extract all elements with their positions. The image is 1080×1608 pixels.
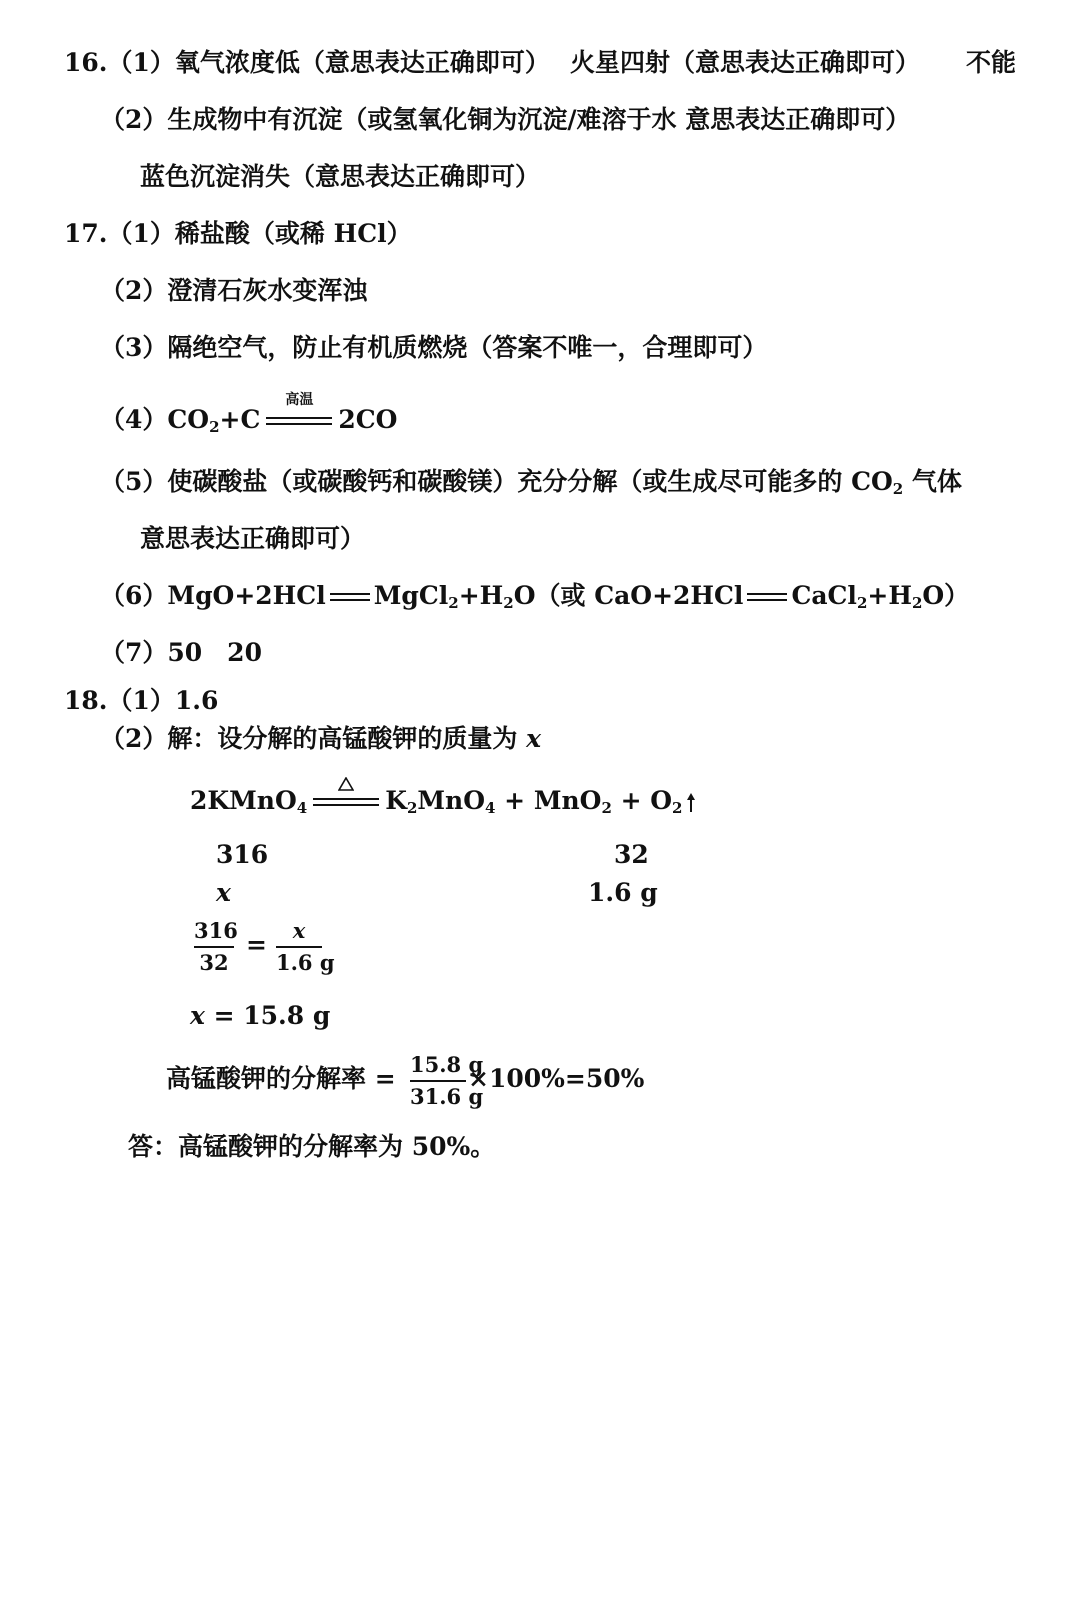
q16-part1-answer-a: 氧气浓度低（意思表达正确即可） [174, 48, 550, 77]
fraction-numerator: 15.8 g [410, 1052, 484, 1077]
formula-kmno4: 2KMnO [190, 786, 297, 815]
q17-part2: （2）澄清石灰水变浑浊 [100, 276, 368, 305]
subscript: 4 [296, 799, 308, 817]
q18-part2-intro [100, 722, 541, 756]
triangle-heat-icon [338, 777, 354, 791]
result-x-equals [190, 999, 330, 1033]
fraction-denominator: 1.6 g [276, 950, 335, 975]
subscript: 2 [911, 594, 923, 612]
q18-number: 18. [64, 686, 108, 715]
subscript: 2 [672, 799, 683, 817]
subscript: 2 [209, 418, 220, 436]
gas-arrow-up-icon [686, 793, 696, 813]
equals-sign-double [330, 591, 370, 605]
q17-part6-equation [100, 579, 969, 613]
q16-part1-answer-c: 不能 [966, 48, 1017, 77]
q16-number: 16. [64, 48, 108, 77]
q17-part5-line1 [100, 465, 962, 499]
formula-mno2: MnO [533, 786, 602, 815]
formula-k: K [385, 786, 407, 815]
fraction-15-8g-over-31-6g [410, 1052, 484, 1110]
q16-part2-tag: （2） [100, 105, 168, 134]
variable-x: x [526, 724, 542, 753]
q16-line2 [100, 103, 910, 137]
formula-mgcl: MgCl [373, 581, 449, 610]
q16-part2-answer-b: 蓝色沉淀消失（意思表达正确即可） [140, 162, 541, 191]
q17-number: 17. [64, 219, 108, 248]
condition-label: 高温 [285, 391, 314, 408]
q17-part3: （3）隔绝空气，防止有机质燃烧（答案不唯一，合理即可） [100, 333, 768, 362]
formula-reactants: MgO+2HCl [167, 581, 326, 610]
plus-sign: + [495, 786, 534, 815]
molar-mass-32: 32 [614, 840, 649, 869]
formula-plus-h: +H [867, 581, 912, 610]
q18-part1: （1）1.6 [107, 686, 219, 715]
subscript: 4 [485, 799, 496, 817]
q17-part6-tag: （6） [100, 581, 168, 610]
formula-tail: O） [922, 581, 970, 610]
equals-sign-double [747, 591, 787, 605]
subscript: 2 [892, 480, 904, 498]
q16-part1-answer-b: 火星四射（意思表达正确即可） [570, 48, 921, 77]
q17-part5-text-tail: 气体 [903, 467, 962, 496]
subscript: 2 [856, 594, 868, 612]
formula-mno: MnO [417, 786, 486, 815]
q17-part4-equation [100, 391, 398, 437]
q16-part1-tag: （1） [107, 48, 175, 77]
fraction-denominator: 31.6 g [410, 1084, 484, 1109]
reaction-condition-high-temp [266, 391, 332, 432]
plus-sign: + [611, 786, 651, 815]
subscript: 2 [448, 594, 459, 612]
q17-part1: （1）稀盐酸（或稀 HCl） [107, 219, 412, 248]
q18-reaction-equation [190, 784, 696, 818]
molar-mass-316: 316 [216, 840, 269, 869]
fraction-numerator: x [292, 918, 306, 943]
unknown-x: x [216, 878, 231, 907]
mass-1-6g: 1.6 g [588, 878, 658, 907]
reaction-condition-heat [313, 793, 379, 813]
q18-part2-text: （2）解：设分解的高锰酸钾的质量为 [100, 724, 527, 753]
subscript: 2 [503, 594, 514, 612]
fraction-x-over-1-6g [276, 918, 335, 976]
result-value: = 15.8 g [204, 1001, 331, 1030]
formula-plus-c: +C [219, 405, 261, 434]
formula-plus-h: +H [458, 581, 504, 610]
final-answer: 答：高锰酸钾的分解率为 50%。 [128, 1132, 496, 1161]
formula-co: CO [167, 405, 210, 434]
q17-part5-text: （5）使碳酸盐（或碳酸钙和碳酸镁）充分分解（或生成尽可能多的 CO [100, 467, 893, 496]
q16-line1 [64, 46, 550, 80]
subscript: 2 [601, 799, 612, 817]
q17-part7: （7）50 20 [100, 638, 262, 667]
subscript: 2 [406, 799, 418, 817]
variable-x: x [190, 1001, 205, 1030]
decomposition-rate-label: 高锰酸钾的分解率 = [166, 1064, 396, 1093]
formula-product: 2CO [338, 405, 398, 434]
formula-o2: O [650, 786, 673, 815]
fraction-316-over-32 [194, 918, 238, 976]
decomposition-rate-result: ×100%=50% [468, 1064, 645, 1093]
q17-part5-line2: 意思表达正确即可） [140, 524, 366, 553]
formula-alt-reactants: O（或 CaO+2HCl [513, 581, 744, 610]
q18-line1 [64, 684, 218, 718]
formula-cacl: CaCl [791, 581, 857, 610]
q16-part2-answer-a: 生成物中有沉淀（或氢氧化铜为沉淀/难溶于水 意思表达正确即可） [167, 105, 911, 134]
fraction-numerator: 316 [194, 918, 238, 943]
equals-sign: = [246, 930, 267, 959]
q17-part4-tag: （4） [100, 405, 168, 434]
q17-line1 [64, 217, 412, 251]
fraction-denominator: 32 [199, 950, 229, 975]
